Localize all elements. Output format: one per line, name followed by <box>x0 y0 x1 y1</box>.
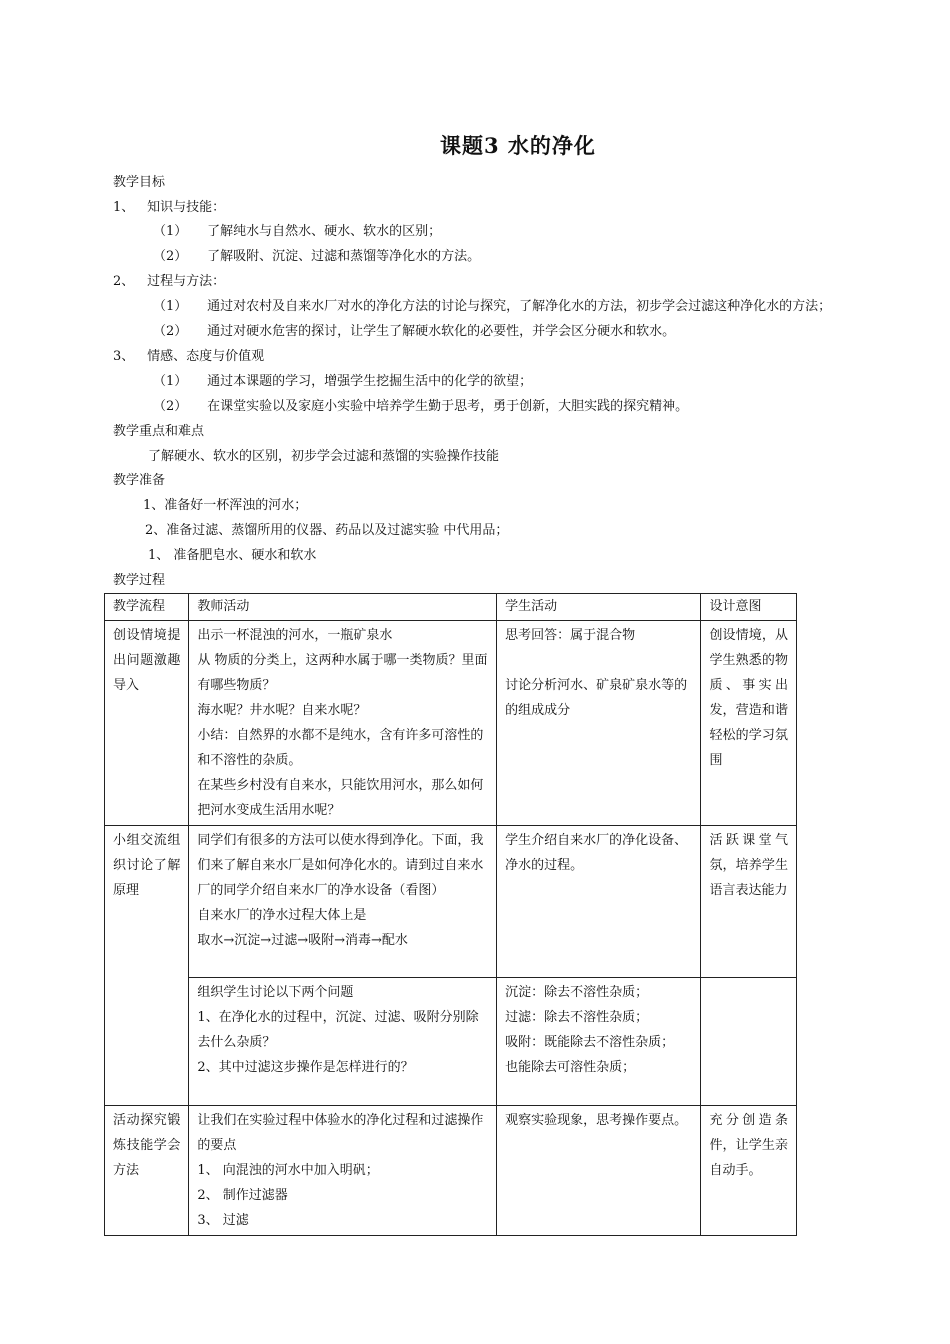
prep-item-3: 1、 准备肥皂水、硬水和软水 <box>148 548 317 563</box>
column-header: 教师活动 <box>189 594 497 621</box>
teacher-line: 1、 向混浊的河水中加入明矾； <box>197 1163 379 1178</box>
teacher-line: 小结：自然界的水都不是纯水，含有许多可溶性的和不溶性的杂质。 <box>197 728 484 768</box>
student-line: 思考回答：属于混合物 <box>505 628 636 643</box>
flow-cell: 活动探究锻炼技能学会方法 <box>105 1106 189 1236</box>
goal-1 <box>113 199 225 217</box>
page-title: 课题3 水的净化 <box>440 133 596 158</box>
teacher-line: 从 物质的分类上，这两种水属于哪一类物质？里面有哪些物质？ <box>197 653 488 693</box>
student-cell <box>497 978 701 1106</box>
goals-heading: 教学目标 <box>113 175 166 190</box>
teacher-cell <box>189 826 497 978</box>
student-line: 吸附：既能除去不溶性杂质； <box>505 1035 675 1050</box>
student-line <box>505 648 692 673</box>
process-heading: 教学过程 <box>113 573 166 588</box>
goal-2-2 <box>153 323 675 341</box>
student-cell <box>497 621 701 826</box>
goal-1-2-text: 了解吸附、沉淀、过滤和蒸馏等净化水的方法。 <box>207 249 481 264</box>
goal-3-2 <box>153 398 688 416</box>
intent-cell: 创设情境，从学生熟悉的物质、事实出发，营造和谐轻松的学习氛围 <box>701 621 797 826</box>
student-cell <box>497 1106 701 1236</box>
goal-2-2-text: 通过对硬水危害的探讨，让学生了解硬水软化的必要性，并学会区分硬水和软水。 <box>207 324 676 339</box>
teacher-line: 同学们有很多的方法可以使水得到净化。下面，我们来了解自来水厂是如何净化水的。请到过自来水厂的同学介绍自来水厂的净水设备（看图） <box>197 833 484 898</box>
table-header-row <box>105 594 797 621</box>
goal-1-1 <box>153 223 441 241</box>
student-line: 过滤：除去不溶性杂质； <box>505 1010 649 1025</box>
goal-3 <box>113 348 264 366</box>
column-header: 学生活动 <box>497 594 701 621</box>
goal-3-2-num: （2） <box>153 399 188 414</box>
intent-cell: 充分创造条件，让学生亲自动手。 <box>701 1106 797 1236</box>
teacher-line: 海水呢？井水呢？自来水呢？ <box>197 703 367 718</box>
teacher-line: 2、 制作过滤器 <box>197 1188 288 1203</box>
flow-cell: 创设情境提出问题激趣导入 <box>105 621 189 826</box>
goal-1-2-num: （2） <box>153 249 188 264</box>
goal-3-label: 情感、态度与价值观 <box>147 349 265 364</box>
process-table <box>104 593 797 1236</box>
intent-cell: 活跃课堂气氛，培养学生语言表达能力 <box>701 826 797 978</box>
flow-cell: 小组交流组织讨论了解原理 <box>105 826 189 1106</box>
prep-heading: 教学准备 <box>113 473 166 488</box>
goal-1-2 <box>153 248 480 266</box>
teacher-line: 1、在净化水的过程中，沉淀、过滤、吸附分别除去什么杂质？ <box>197 1010 479 1050</box>
table-row <box>105 826 797 978</box>
student-line: 沉淀：除去不溶性杂质； <box>505 985 649 1000</box>
teacher-line: 出示一杯混浊的河水，一瓶矿泉水 <box>197 628 393 643</box>
intent-cell <box>701 978 797 1106</box>
goal-2 <box>113 273 225 291</box>
column-header: 设计意图 <box>701 594 797 621</box>
goal-2-2-num: （2） <box>153 324 188 339</box>
teacher-line: 3、 过滤 <box>197 1213 249 1228</box>
keypoints-heading: 教学重点和难点 <box>113 424 205 439</box>
teacher-line: 让我们在实验过程中体验水的净化过程和过滤操作的要点 <box>197 1113 484 1153</box>
teacher-cell <box>189 978 497 1106</box>
student-line: 观察实验现象，思考操作要点。 <box>505 1113 688 1128</box>
student-cell <box>497 826 701 978</box>
goal-3-1-text: 通过本课题的学习，增强学生挖掘生活中的化学的欲望； <box>207 374 533 389</box>
goal-3-1 <box>153 373 532 391</box>
goal-3-2-text: 在课堂实验以及家庭小实验中培养学生勤于思考，勇于创新，大胆实践的探究精神。 <box>207 399 689 414</box>
goal-3-1-num: （1） <box>153 374 188 389</box>
teacher-line: 取水→沉淀→过滤→吸附→消毒→配水 <box>197 933 408 948</box>
goal-2-label: 过程与方法： <box>147 274 226 289</box>
teacher-line: 自来水厂的净水过程大体上是 <box>197 908 367 923</box>
goal-2-num: 2、 <box>113 274 135 289</box>
table-row <box>105 1106 797 1236</box>
teacher-cell <box>189 1106 497 1236</box>
student-line: 也能除去可溶性杂质； <box>505 1060 636 1075</box>
goal-1-num: 1、 <box>113 200 135 215</box>
goal-1-1-text: 了解纯水与自然水、硬水、软水的区别； <box>207 224 442 239</box>
goal-2-1-text: 通过对农村及自来水厂对水的净化方法的讨论与探究，了解净化水的方法，初步学会过滤这种净化水的方法； <box>207 299 832 314</box>
teacher-line: 在某些乡村没有自来水，只能饮用河水，那么如何把河水变成生活用水呢？ <box>197 778 484 818</box>
teacher-line: 2、其中过滤这步操作是怎样进行的？ <box>197 1060 414 1075</box>
table-row <box>105 978 797 1106</box>
prep-item-1: 1、准备好一杯浑浊的河水； <box>143 498 308 513</box>
goal-1-1-num: （1） <box>153 224 188 239</box>
student-line: 讨论分析河水、矿泉矿泉水等的的组成成分 <box>505 678 688 718</box>
goal-3-num: 3、 <box>113 349 135 364</box>
teacher-line: 组织学生讨论以下两个问题 <box>197 985 354 1000</box>
student-line: 学生介绍自来水厂的净化设备、净水的过程。 <box>505 833 688 873</box>
column-header: 教学流程 <box>105 594 189 621</box>
table-row <box>105 621 797 826</box>
goal-1-label: 知识与技能： <box>147 200 226 215</box>
goal-2-1 <box>153 298 831 316</box>
prep-item-2: 2、准备过滤、蒸馏所用的仪器、药品以及过滤实验 中代用品； <box>145 523 509 538</box>
keypoints-text: 了解硬水、软水的区别，初步学会过滤和蒸馏的实验操作技能 <box>148 449 500 464</box>
goal-2-1-num: （1） <box>153 299 188 314</box>
teacher-cell <box>189 621 497 826</box>
